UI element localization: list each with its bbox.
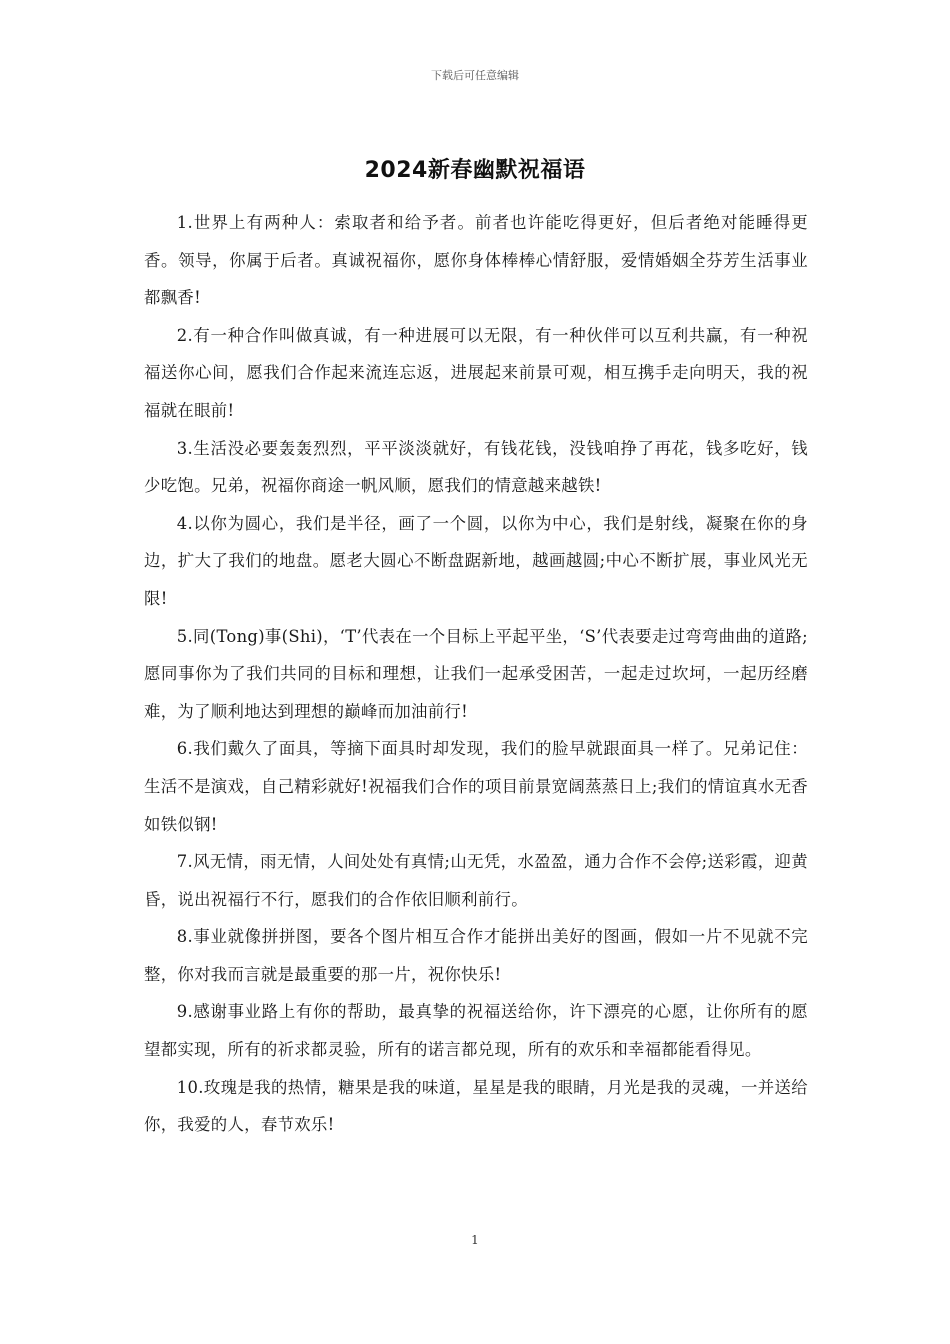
- paragraph-8: 8.事业就像拼拼图，要各个图片相互合作才能拼出美好的图画，假如一片不见就不完整，你对我而言就是最重要的那一片，祝你快乐!: [144, 927, 808, 984]
- paragraph-1: 1.世界上有两种人：索取者和给予者。前者也许能吃得更好，但后者绝对能睡得更香。领导，你属于后者。真诚祝福你，愿你身体棒棒心情舒服，爱情婚姻全芬芳生活事业都飘香!: [144, 213, 808, 308]
- paragraph-2: 2.有一种合作叫做真诚，有一种进展可以无限，有一种伙伴可以互利共赢，有一种祝福送你心间，愿我们合作起来流连忘返，进展起来前景可观，相互携手走向明天，我的祝福就在眼前!: [144, 325, 808, 420]
- paragraph-6: 6.我们戴久了面具，等摘下面具时却发现，我们的脸早就跟面具一样了。兄弟记住：生活不是演戏，自己精彩就好!祝福我们合作的项目前景宽阔蒸蒸日上;我们的情谊真水无香如铁似钢!: [144, 739, 808, 834]
- document-body: [144, 204, 808, 1144]
- paragraph-3: 3.生活没必要轰轰烈烈，平平淡淡就好，有钱花钱，没钱咱挣了再花，钱多吃好，钱少吃饱。兄弟，祝福你商途一帆风顺，愿我们的情意越来越铁!: [144, 438, 808, 496]
- page-number: 1: [471, 1233, 479, 1247]
- paragraph-7: 7.风无情，雨无情，人间处处有真情;山无凭，水盈盈，通力合作不会停;送彩霞，迎黄昏，说出祝福行不行，愿我们的合作依旧顺利前行。: [144, 852, 808, 909]
- paragraph-9: 9.感谢事业路上有你的帮助，最真挚的祝福送给你，许下漂亮的心愿，让你所有的愿望都实现，所有的祈求都灵验，所有的诺言都兑现，所有的欢乐和幸福都能看得见。: [144, 1002, 808, 1060]
- paragraph-5: 5.同(Tong)事(Shi)，‘T’代表在一个目标上平起平坐，‘S’代表要走过弯弯曲曲的道路;愿同事你为了我们共同的目标和理想，让我们一起承受困苦，一起走过坎坷，一起历经磨难，为了顺利地达到理想的巅峰而加油前行!: [144, 626, 808, 721]
- paragraph-4: 4.以你为圆心，我们是半径，画了一个圆，以你为中心，我们是射线，凝聚在你的身边，扩大了我们的地盘。愿老大圆心不断盘踞新地，越画越圆;中心不断扩展，事业风光无限!: [144, 513, 808, 608]
- document-title: 2024新春幽默祝福语: [364, 158, 586, 183]
- header-note: 下载后可任意编辑: [431, 69, 519, 82]
- paragraph-10: 10.玫瑰是我的热情，糖果是我的味道，星星是我的眼睛，月光是我的灵魂，一并送给你，我爱的人，春节欢乐!: [144, 1077, 808, 1135]
